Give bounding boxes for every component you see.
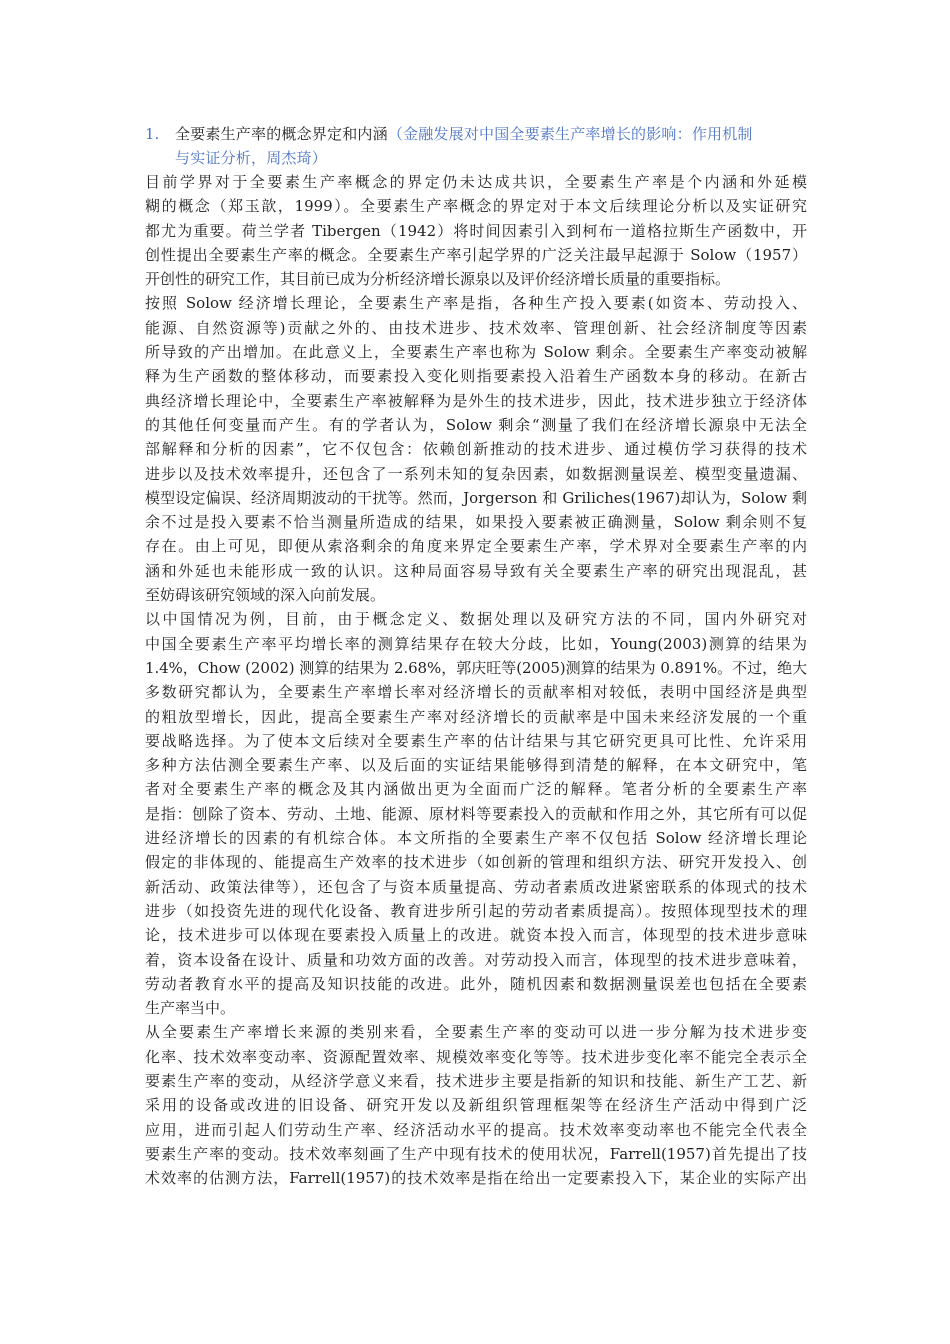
paragraph-line: 采用的设备或改进的旧设备、研究开发以及新组织管理框架等在经济生产活动中得到广泛: [145, 1096, 807, 1115]
paragraph-line: 至妨碍该研究领域的深入向前发展。: [145, 586, 386, 605]
paragraph-line: 开创性的研究工作，其目前已成为分析经济增长源泉以及评价经济增长质量的重要指标。: [145, 270, 731, 289]
paragraph: [145, 607, 807, 1020]
paragraph-line: 糊的概念（郑玉歆，1999）。全要素生产率概念的界定对于本文后续理论分析以及实证研究: [145, 197, 807, 216]
paragraph-line: 按照 Solow 经济增长理论，全要素生产率是指，各种生产投入要素(如资本、劳动投入、: [145, 294, 807, 313]
paragraph-line: 进步（如投资先进的现代化设备、教育进步所引起的劳动者素质提高）。按照体现型技术的理: [145, 901, 807, 920]
paragraph-line: 进步以及技术效率提升，还包含了一系列未知的复杂因素，如数据测量误差、模型变量遗漏、: [145, 464, 807, 483]
paragraph-line: 者对全要素生产率的概念及其内涵做出更为全面而广泛的解释。笔者分析的全要素生产率: [145, 780, 807, 799]
paragraph-line: 要素生产率的变动。技术效率刻画了生产中现有技术的使用状况，Farrell(1957)首先提出了技: [145, 1144, 807, 1163]
paragraph-line: 典经济增长理论中，全要素生产率被解释为是外生的技术进步，因此，技术进步独立于经济体: [145, 391, 807, 410]
paragraph-line: 要战略选择。为了使本文后续对全要素生产率的估计结果与其它研究更具可比性、允许采用: [145, 731, 807, 750]
paragraph-line: 多种方法估测全要素生产率、以及后面的实证结果能够得到清楚的解释，在本文研究中，笔: [145, 756, 807, 775]
paragraph-line: 多数研究都认为，全要素生产率增长率对经济增长的贡献率相对较低，表明中国经济是典型: [145, 683, 807, 702]
heading-source-link[interactable]: （金融发展对中国全要素生产率增长的影响：作用机制: [387, 125, 753, 143]
paragraph-line: 应用，进而引起人们劳动生产率、经济活动水平的提高。技术效率变动率也不能完全代表全: [145, 1120, 807, 1139]
heading-title: 全要素生产率的概念界定和内涵: [175, 125, 388, 143]
body-text: [145, 170, 807, 1190]
paragraph-line: 能源、自然资源等)贡献之外的、由技术进步、技术效率、管理创新、社会经济制度等因素: [145, 318, 807, 337]
paragraph-line: 进经济增长的因素的有机综合体。本文所指的全要素生产率不仅包括 Solow 经济增长理论: [145, 829, 807, 848]
paragraph: [145, 291, 807, 607]
paragraph-line: 目前学界对于全要素生产率概念的界定仍未达成共识，全要素生产率是个内涵和外延模: [145, 173, 807, 191]
paragraph-line: 是指：刨除了资本、劳动、土地、能源、原材料等要素投入的贡献和作用之外，其它所有可以促: [145, 804, 807, 823]
paragraph: [145, 1020, 807, 1190]
paragraph-line: 术效率的估测方法，Farrell(1957)的技术效率是指在给出一定要素投入下，某企业的实际产出: [145, 1169, 807, 1188]
paragraph-line: 劳动者教育水平的提高及知识技能的改进。此外，随机因素和数据测量误差也包括在全要素: [145, 974, 807, 993]
paragraph-line: 中国全要素生产率平均增长率的测算结果存在较大分歧，比如，Young(2003)测算的结果为: [145, 634, 807, 653]
paragraph-line: 化率、技术效率变动率、资源配置效率、规模效率变化等等。技术进步变化率不能完全表示全: [145, 1047, 807, 1066]
paragraph-line: 部解释和分析的因素”，它不仅包含：依赖创新推动的技术进步、通过模仿学习获得的技术: [145, 440, 807, 459]
paragraph-line: 从全要素生产率增长来源的类别来看，全要素生产率的变动可以进一步分解为技术进步变: [145, 1023, 807, 1042]
heading-source-link-continued[interactable]: 与实证分析，周杰琦）: [175, 149, 328, 167]
paragraph-line: 1.4%，Chow (2002) 测算的结果为 2.68%，郭庆旺等(2005)测算的结果为 0.891%。不过，绝大: [145, 658, 807, 677]
paragraph-line: 着，资本设备在设计、质量和功效方面的改善。对劳动投入而言，体现型的技术进步意味着，: [145, 950, 807, 969]
heading-number: 1.: [145, 125, 160, 143]
paragraph-line: 创性提出全要素生产率的概念。全要素生产率引起学界的广泛关注最早起源于 Solow（1957）: [145, 245, 807, 264]
paragraph-line: 要素生产率的变动，从经济学意义来看，技术进步主要是指新的知识和技能、新生产工艺、新: [145, 1071, 807, 1090]
section-heading: [145, 122, 807, 170]
paragraph-line: 所导致的产出增加。在此意义上，全要素生产率也称为 Solow 剩余。全要素生产率变动被解: [145, 343, 807, 362]
paragraph-line: 新活动、政策法律等），还包含了与资本质量提高、劳动者素质改进紧密联系的体现式的技术: [145, 877, 807, 896]
paragraph-line: 的粗放型增长，因此，提高全要素生产率对经济增长的贡献率是中国未来经济发展的一个重: [145, 707, 807, 726]
paragraph-line: 生产率当中。: [145, 999, 236, 1018]
paragraph-line: 余不过是投入要素不恰当测量所造成的结果，如果投入要素被正确测量，Solow 剩余则不复: [145, 513, 807, 532]
paragraph-line: 涵和外延也未能形成一致的认识。这种局面容易导致有关全要素生产率的研究出现混乱，甚: [145, 561, 807, 580]
paragraph-line: 的其他任何变量而产生。有的学者认为，Solow 剩余“测量了我们在经济增长源泉中无法全: [145, 415, 807, 434]
paragraph-line: 模型设定偏误、经济周期波动的干扰等。然而，Jorgerson 和 Griliches(1967)却认为，Solow 剩: [145, 488, 807, 507]
heading-body: [175, 122, 807, 170]
paragraph-line: 假定的非体现的、能提高生产效率的技术进步（如创新的管理和组织方法、研究开发投入、创: [145, 853, 807, 872]
paragraph-line: 释为生产函数的整体移动，而要素投入变化则指要素投入沿着生产函数本身的移动。在新古: [145, 367, 807, 386]
paragraph: [145, 170, 807, 291]
paragraph-line: 存在。由上可见，即便从索洛剩余的角度来界定全要素生产率，学术界对全要素生产率的内: [145, 537, 807, 556]
paragraph-line: 都尤为重要。荷兰学者 Tibergen（1942）将时间因素引入到柯布一道格拉斯生产函数中，开: [145, 221, 807, 240]
paragraph-line: 论，技术进步可以体现在要素投入质量上的改进。就资本投入而言，体现型的技术进步意味: [145, 926, 807, 945]
paragraph-line: 以中国情况为例，目前，由于概念定义、数据处理以及研究方法的不同，国内外研究对: [145, 610, 807, 629]
document-page: [145, 122, 807, 1190]
